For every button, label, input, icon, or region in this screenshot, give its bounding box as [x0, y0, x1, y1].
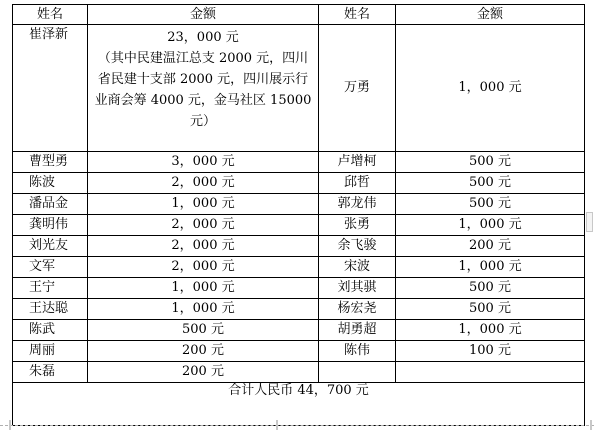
- donation-amount: 23，000 元: [167, 30, 239, 45]
- donation-amount: 500 元: [396, 299, 585, 320]
- table-row: [13, 257, 585, 278]
- table-row: [13, 278, 585, 299]
- donation-amount: 200 元: [396, 236, 585, 257]
- table-row: [13, 215, 585, 236]
- donor-name: 余飞骏: [319, 236, 396, 257]
- donation-amount: 1，000 元: [88, 194, 319, 215]
- donor-name: 郭龙伟: [319, 194, 396, 215]
- donor-name: 陈波: [13, 173, 88, 194]
- donation-amount: 3，000 元: [88, 152, 319, 173]
- donor-name: 潘品金: [13, 194, 88, 215]
- donation-amount: 500 元: [396, 152, 585, 173]
- donation-table: [12, 4, 585, 426]
- donation-amount: 500 元: [396, 173, 585, 194]
- donor-name: 卢增柯: [319, 152, 396, 173]
- donation-amount: 200 元: [88, 362, 319, 383]
- total-amount: 合计人民币 44，700 元: [13, 383, 585, 404]
- table-row: [13, 152, 585, 173]
- table-row: [13, 362, 585, 383]
- scroll-handle[interactable]: [586, 212, 593, 232]
- donation-amount: 1，000 元: [396, 257, 585, 278]
- margin-marker: [9, 420, 11, 430]
- table-row: [13, 173, 585, 194]
- table-row: [13, 341, 585, 362]
- donation-amount: 1，000 元: [88, 278, 319, 299]
- donation-amount-detail: [88, 25, 319, 152]
- page-boundary-divider: [0, 425, 594, 426]
- header-amount-right: 金额: [396, 5, 585, 25]
- donor-name: 邱哲: [319, 173, 396, 194]
- donation-amount: 100 元: [396, 341, 585, 362]
- donor-name: 文军: [13, 257, 88, 278]
- table-row: [13, 25, 585, 152]
- donor-name: 朱磊: [13, 362, 88, 383]
- donation-amount: 2，000 元: [88, 173, 319, 194]
- donor-name: 张勇: [319, 215, 396, 236]
- table-empty-cell: [13, 403, 585, 426]
- donor-name: 曹型勇: [13, 152, 88, 173]
- header-amount-left: 金额: [88, 5, 319, 25]
- donation-amount: 200 元: [88, 341, 319, 362]
- donation-amount: 2，000 元: [88, 236, 319, 257]
- donor-name: 杨宏尧: [319, 299, 396, 320]
- donor-name: 万勇: [319, 25, 396, 152]
- donation-amount: 1，000 元: [396, 25, 585, 152]
- donor-name: 陈伟: [319, 341, 396, 362]
- donor-name: 宋波: [319, 257, 396, 278]
- table-header-row: [13, 5, 585, 25]
- header-name-right: 姓名: [319, 5, 396, 25]
- donation-amount: 2，000 元: [88, 257, 319, 278]
- donor-name: 刘其骐: [319, 278, 396, 299]
- margin-marker: [276, 420, 278, 430]
- donation-amount: 1，000 元: [396, 320, 585, 341]
- donation-amount: 1，000 元: [396, 215, 585, 236]
- donor-name: 王达聪: [13, 299, 88, 320]
- donation-note: （其中民建温江总支 2000 元，四川省民建十支部 2000 元，四川展示行业商会筹 4000 元，金马社区 15000 元）: [94, 51, 312, 129]
- donation-amount: 500 元: [88, 320, 319, 341]
- table-footer-space: [13, 403, 585, 426]
- donation-amount: 500 元: [396, 194, 585, 215]
- margin-marker: [590, 420, 592, 430]
- donor-name: 龚明伟: [13, 215, 88, 236]
- table-row: [13, 299, 585, 320]
- donation-amount: 2，000 元: [88, 215, 319, 236]
- donor-name: 陈武: [13, 320, 88, 341]
- donor-name: 周丽: [13, 341, 88, 362]
- donation-amount: 1，000 元: [88, 299, 319, 320]
- table-total-row: [13, 383, 585, 404]
- donation-amount: [396, 362, 585, 383]
- donor-name: 王宁: [13, 278, 88, 299]
- table-row: [13, 236, 585, 257]
- table-row: [13, 320, 585, 341]
- donor-name: 胡勇超: [319, 320, 396, 341]
- donor-name: 崔泽新: [13, 25, 88, 152]
- table-row: [13, 194, 585, 215]
- donor-name: [319, 362, 396, 383]
- donor-name: 刘光友: [13, 236, 88, 257]
- header-name-left: 姓名: [13, 5, 88, 25]
- donation-amount: 500 元: [396, 278, 585, 299]
